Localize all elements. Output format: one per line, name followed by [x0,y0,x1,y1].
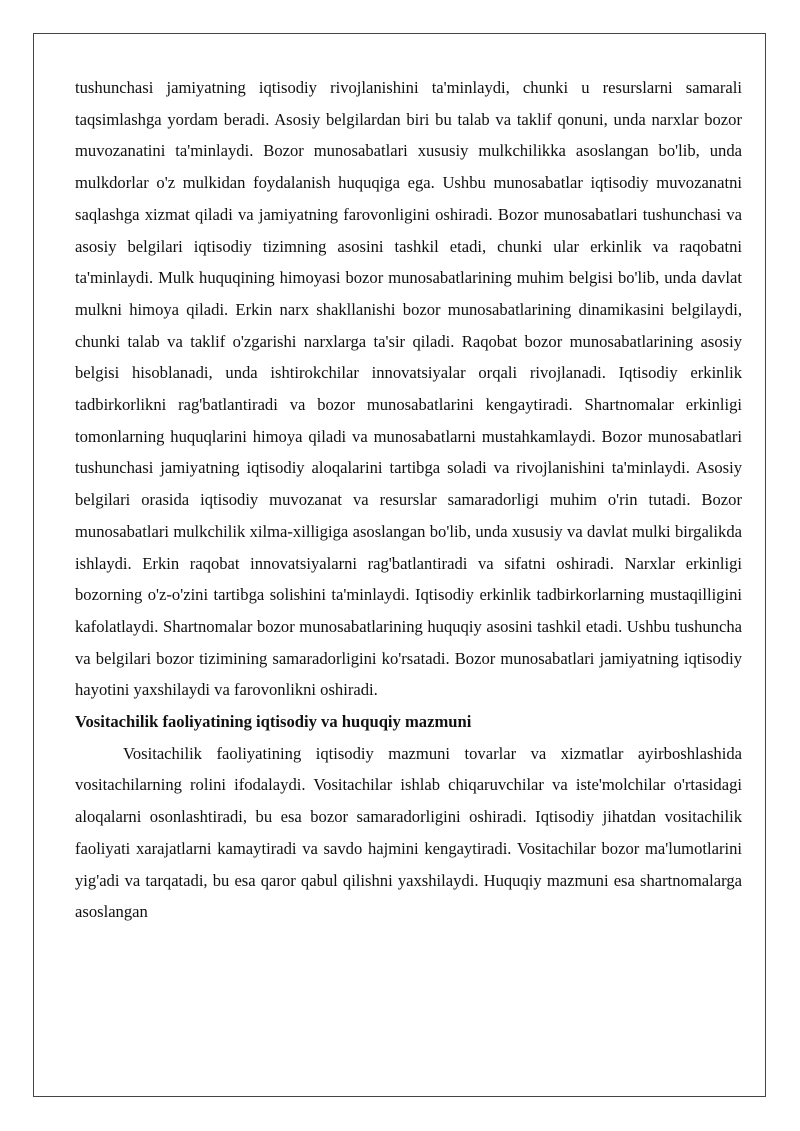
section-heading: Vositachilik faoliyatining iqtisodiy va huquqiy mazmuni [75,712,472,732]
document-body [75,72,742,928]
body-paragraph: Vositachilik faoliyatining iqtisodiy mazmuni tovarlar va xizmatlar ayirboshlashida vositachilarning rolini ifodalaydi. Vositachilar ishlab chiqaruvchilar va iste'molchilar o'rtasidagi aloqalarni osonlashtiradi, bu esa bozor samaradorligini oshiradi. Iqtisodiy jihatdan vositachilik faoliyati xarajatlarni kamaytiradi va savdo hajmini kengaytiradi. Vositachilar bozor ma'lumotlarini yig'adi va tarqatadi, bu esa qaror qabul qilishni yaxshilaydi. Huquqiy mazmuni esa shartnomalarga asoslangan [75,743,742,922]
body-paragraph: tushunchasi jamiyatning iqtisodiy rivojlanishini ta'minlaydi, chunki u resurslarni samarali taqsimlashga yordam beradi. Asosiy belgilardan biri bu talab va taklif qonuni, unda narxlar bozor muvozanatini ta'minlaydi. Bozor munosabatlari xususiy mulkchilikka asoslangan bo'lib, unda mulkdorlar o'z mulkidan foydalanish huquqiga ega. Ushbu munosabatlar iqtisodiy muvozanatni saqlashga xizmat qiladi va jamiyatning farovonligini oshiradi. Bozor munosabatlari tushunchasi va asosiy belgilari iqtisodiy tizimning asosini tashkil etadi, chunki ular erkinlik va raqobatni ta'minlaydi. Mulk huquqining himoyasi bozor munosabatlarining muhim belgisi bo'lib, unda davlat mulkni himoya qiladi. Erkin narx shakllanishi bozor munosabatlarining dinamikasini belgilaydi, chunki talab va taklif o'zgarishi narxlarga ta'sir qiladi. Raqobat bozor munosabatlarining asosiy belgisi hisoblanadi, unda ishtirokchilar innovatsiyalar orqali rivojlanadi. Iqtisodiy erkinlik tadbirkorlikni rag'batlantiradi va bozor munosabatlarini kengaytiradi. Shartnomalar erkinligi tomonlarning huquqlarini himoya qiladi va munosabatlarni mustahkamlaydi. Bozor munosabatlari tushunchasi jamiyatning iqtisodiy aloqalarini tartibga soladi va rivojlanishini ta'minlaydi. Asosiy belgilari orasida iqtisodiy muvozanat va resurslar samaradorligi muhim o'rin tutadi. Bozor munosabatlari mulkchilik xilma-xilligiga asoslangan bo'lib, unda xususiy va davlat mulki birgalikda ishlaydi. Erkin raqobat innovatsiyalarni rag'batlantiradi va sifatni oshiradi. Narxlar erkinligi bozorning o'z-o'zini tartibga solishini ta'minlaydi. Iqtisodiy erkinlik tadbirkorlarning mustaqilligini kafolatlaydi. Shartnomalar bozor munosabatlarining huquqiy asosini tashkil etadi. Ushbu tushuncha va belgilari bozor tizimining samaradorligini ko'rsatadi. Bozor munosabatlari jamiyatning iqtisodiy hayotini yaxshilaydi va farovonlikni oshiradi. [75,78,742,700]
